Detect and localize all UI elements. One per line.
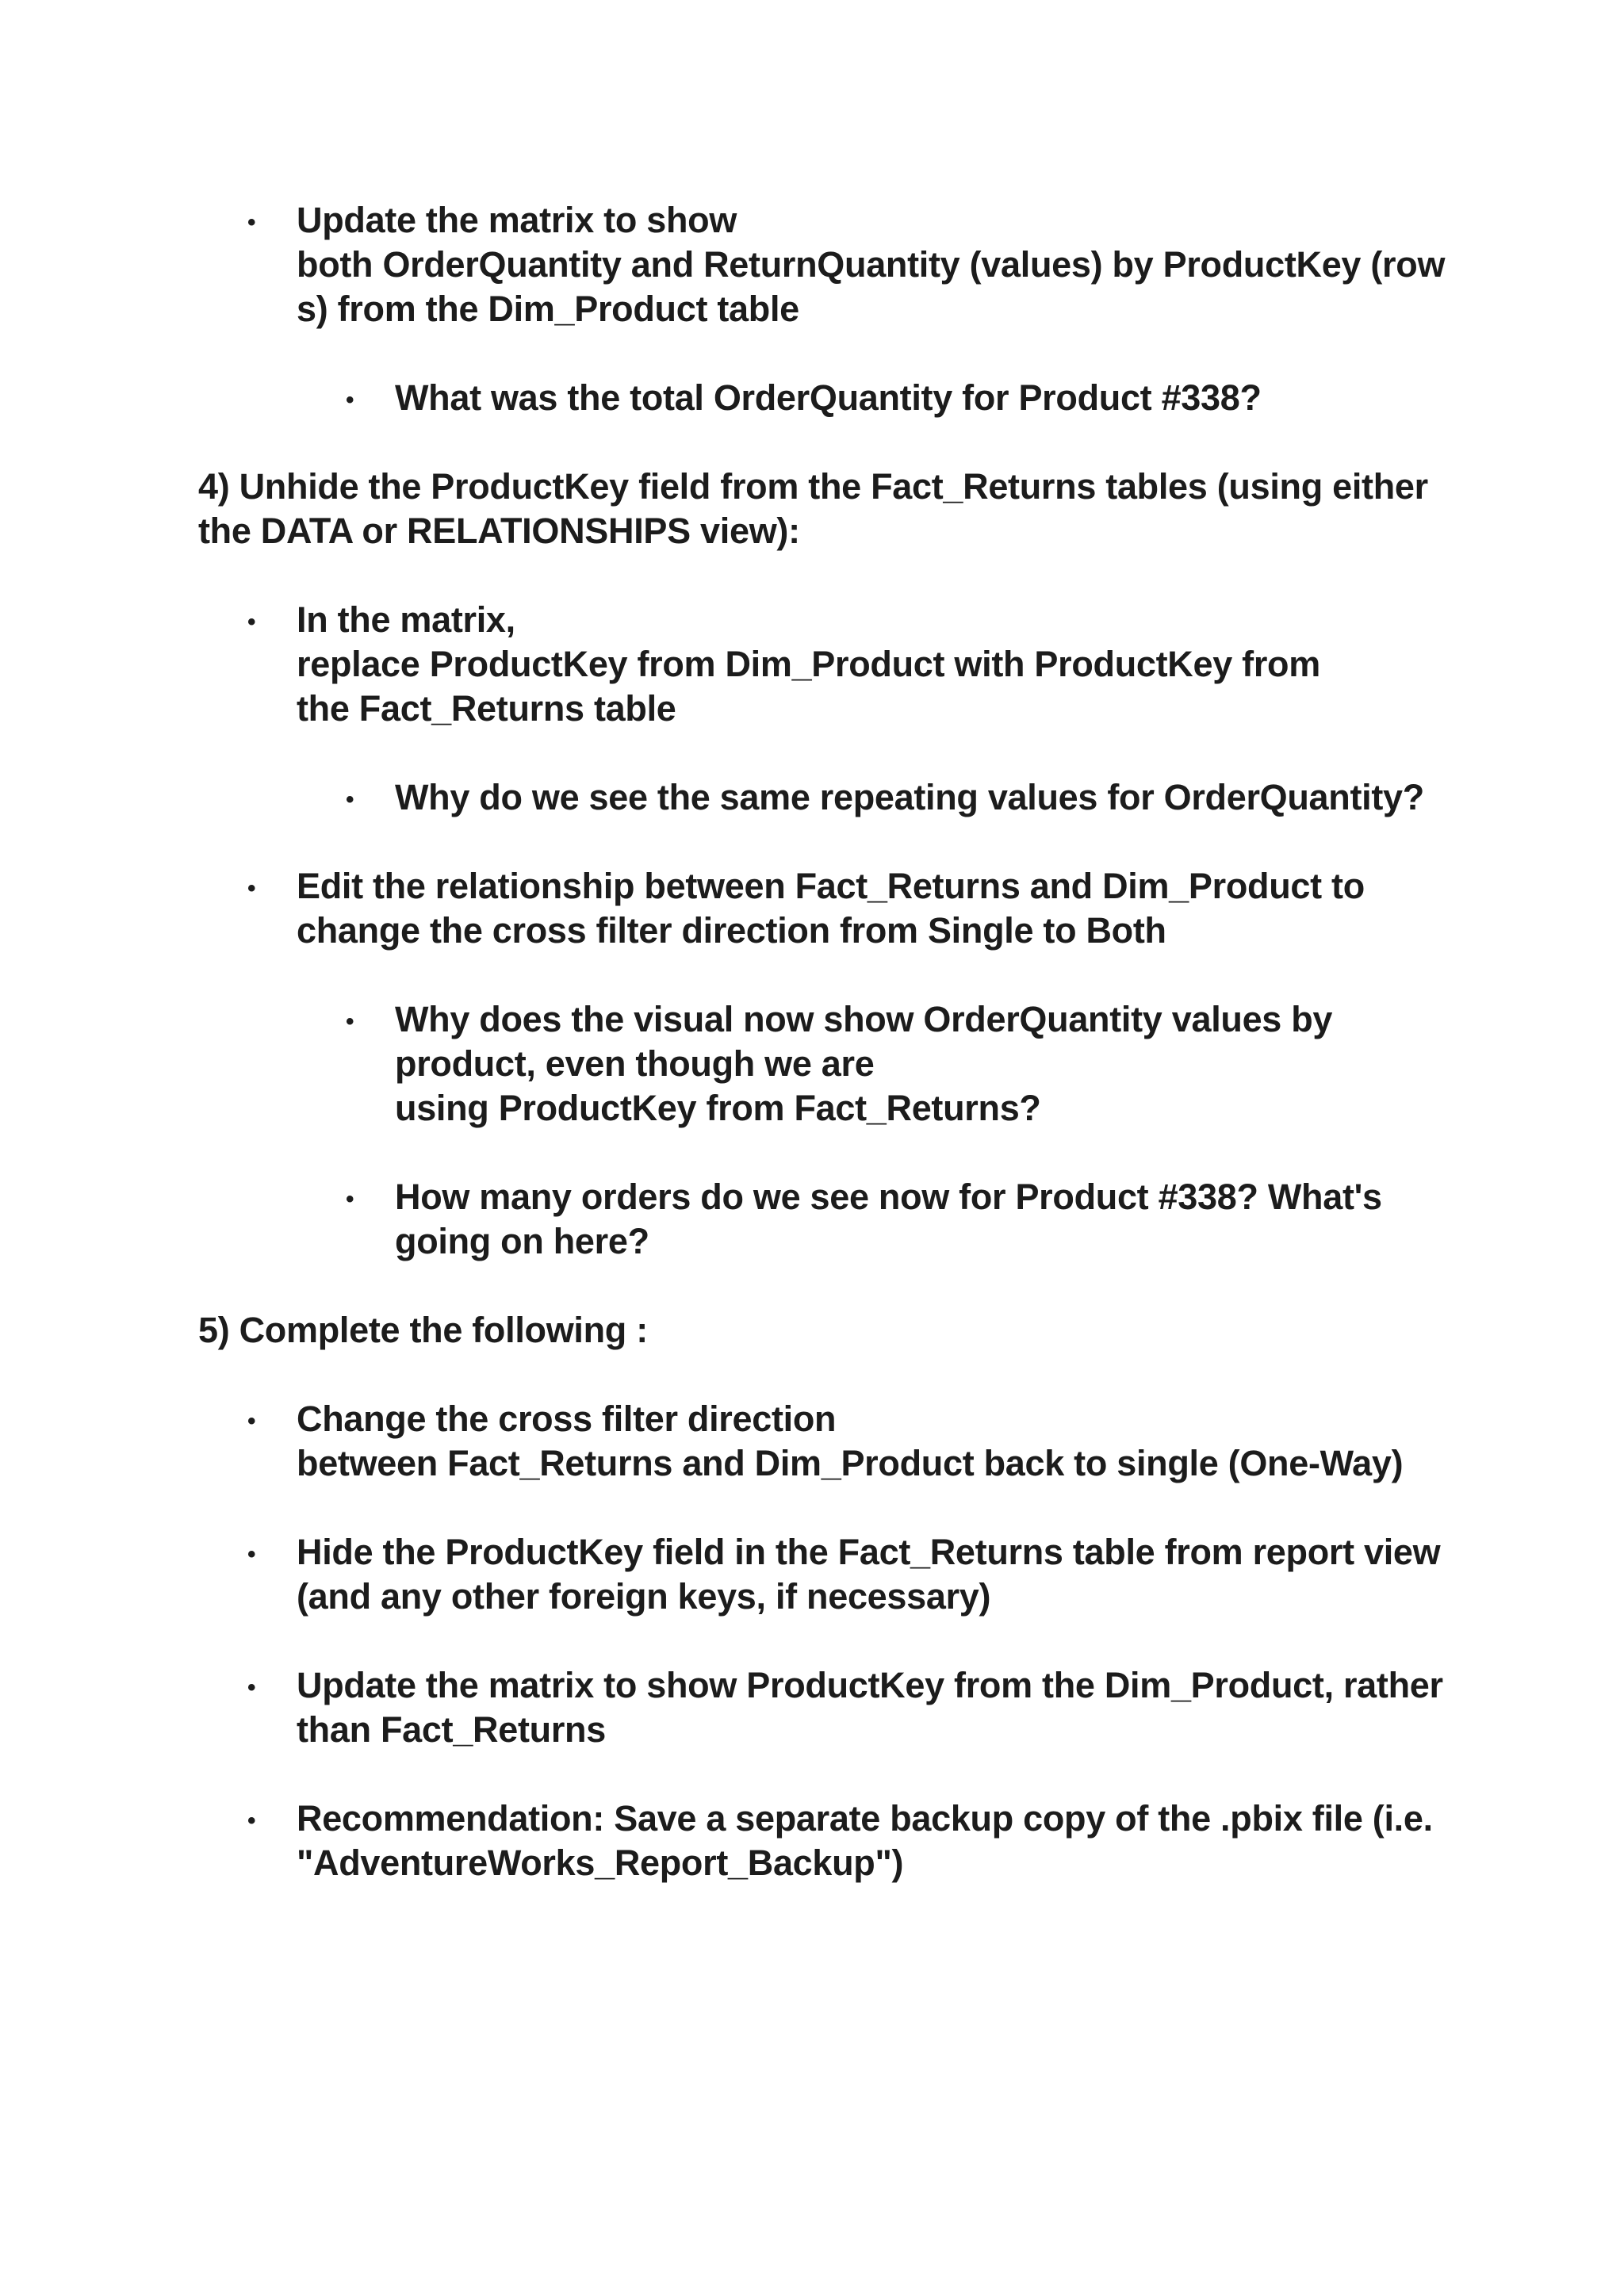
instruction-text: Recommendation: Save a separate backup copy of the .pbix file (i.e.: [297, 1798, 1433, 1839]
instruction-text: In the matrix,: [297, 599, 515, 640]
instruction-text: s) from the Dim_Product table: [297, 289, 799, 329]
question-text: Why does the visual now show OrderQuantity values by: [395, 999, 1333, 1039]
bullet-marker: •: [346, 387, 354, 413]
instruction-text: replace ProductKey from Dim_Product with ProductKey from: [297, 644, 1320, 684]
instruction-text: than Fact_Returns: [297, 1709, 606, 1750]
question-text: product, even though we are: [395, 1043, 875, 1084]
question-text: What was the total OrderQuantity for Product #338?: [395, 377, 1262, 418]
instruction-text: between Fact_Returns and Dim_Product back to single (One-Way): [297, 1443, 1404, 1483]
bullet-marker: •: [247, 209, 256, 235]
instruction-text: Update the matrix to show ProductKey from the Dim_Product, rather: [297, 1665, 1443, 1705]
bullet-marker: •: [346, 786, 354, 813]
instruction-text: (and any other foreign keys, if necessary): [297, 1576, 991, 1617]
instruction-text: Hide the ProductKey field in the Fact_Returns table from report view: [297, 1532, 1441, 1572]
instruction-text: Update the matrix to show: [297, 200, 737, 240]
section-heading: 4) Unhide the ProductKey field from the Fact_Returns tables (using either: [198, 466, 1428, 507]
instruction-text: the Fact_Returns table: [297, 688, 676, 729]
section-heading: 5) Complete the following :: [198, 1310, 648, 1350]
instruction-text: Change the cross filter direction: [297, 1399, 837, 1439]
bullet-marker: •: [346, 1008, 354, 1035]
bullet-marker: •: [247, 609, 256, 635]
bullet-marker: •: [247, 1541, 256, 1567]
question-text: Why do we see the same repeating values for OrderQuantity?: [395, 777, 1424, 817]
bullet-marker: •: [247, 1408, 256, 1434]
bullet-marker: •: [247, 1808, 256, 1834]
instruction-text: both OrderQuantity and ReturnQuantity (values) by ProductKey (row: [297, 244, 1446, 285]
question-text: using ProductKey from Fact_Returns?: [395, 1088, 1041, 1128]
question-text: How many orders do we see now for Product #338? What's: [395, 1177, 1382, 1217]
bullet-marker: •: [346, 1186, 354, 1212]
instruction-text: change the cross filter direction from Single to Both: [297, 910, 1166, 951]
bullet-marker: •: [247, 875, 256, 901]
instruction-text: "AdventureWorks_Report_Backup"): [297, 1843, 904, 1883]
bullet-marker: •: [247, 1674, 256, 1701]
section-heading: the DATA or RELATIONSHIPS view):: [198, 511, 800, 551]
question-text: going on here?: [395, 1221, 649, 1261]
instruction-text: Edit the relationship between Fact_Returns and Dim_Product to: [297, 866, 1365, 906]
